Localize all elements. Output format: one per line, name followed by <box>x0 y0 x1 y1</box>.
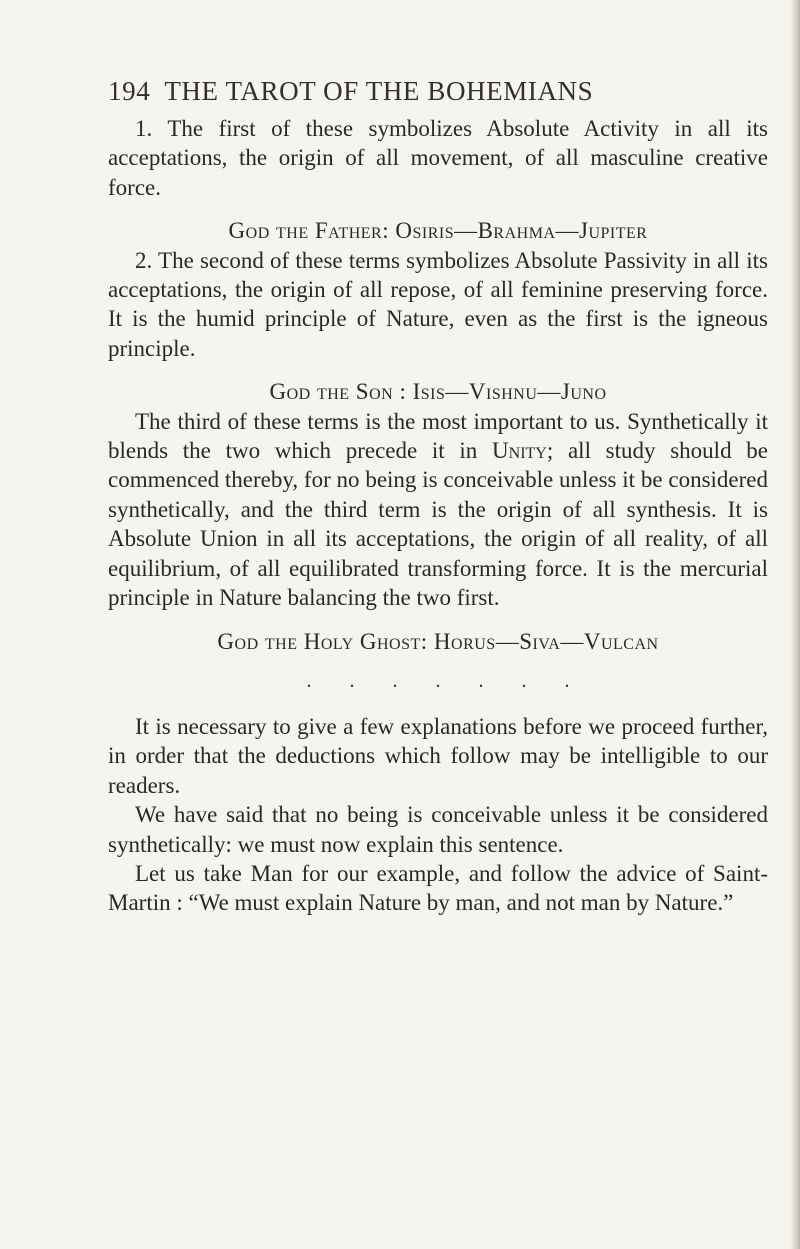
page-edge-shadow <box>790 0 800 1249</box>
body-text <box>108 114 768 918</box>
paragraph-1: 1. The first of these symbolizes Absolute Activity in all its acceptations, the origin of all movement, of all masculine creative force. <box>108 116 768 200</box>
paragraph-6: Let us take Man for our example, and follow the advice of Saint-Martin : “We must explain Nature by man, and not man by Nature.” <box>108 860 768 916</box>
running-title: THE TAROT OF THE BOHEMIANS <box>164 76 594 106</box>
paragraph-4: It is necessary to give a few explanations before we proceed further, in order that the deductions which follow may be intelligible to our readers. <box>108 713 768 798</box>
deity-line-2: God the Son : Isis—Vishnu—Juno <box>269 379 607 405</box>
paragraph-2: 2. The second of these terms symbolizes Absolute Passivity in all its acceptations, the origin of all repose, of all feminine preserving force. It is the humid principle of Nature, even as the first is the igneous principle. <box>108 247 768 361</box>
deity-line-3: God the Holy Ghost: Horus—Siva—Vulcan <box>217 628 659 654</box>
paragraph-3-part-a: The third of these terms is the most important to us. Synthetically it blends the two which precede it in <box>108 408 768 464</box>
paragraph-5: We have said that no being is conceivable unless it be considered synthetically: we must now explain this sentence. <box>108 802 768 857</box>
page-header <box>108 76 593 107</box>
ellipsis-divider: ....... <box>306 669 608 692</box>
page-number: 194 <box>108 76 151 106</box>
paragraph-3 <box>108 407 768 613</box>
deity-line-1: God the Father: Osiris—Brahma—Jupiter <box>228 218 648 244</box>
unity-word: Unity <box>492 438 547 464</box>
paragraph-3-part-b: ; all study should be commenced thereby, for no being is conceivable unless it be considered synthetically, and the third term is the origin of all synthesis. It is Absolute Union in all its acceptations, the origin of all reality, of all equilibrium, of all equilibrated transforming force. It is the mercurial principle in Nature balancing the two first. <box>108 438 768 611</box>
